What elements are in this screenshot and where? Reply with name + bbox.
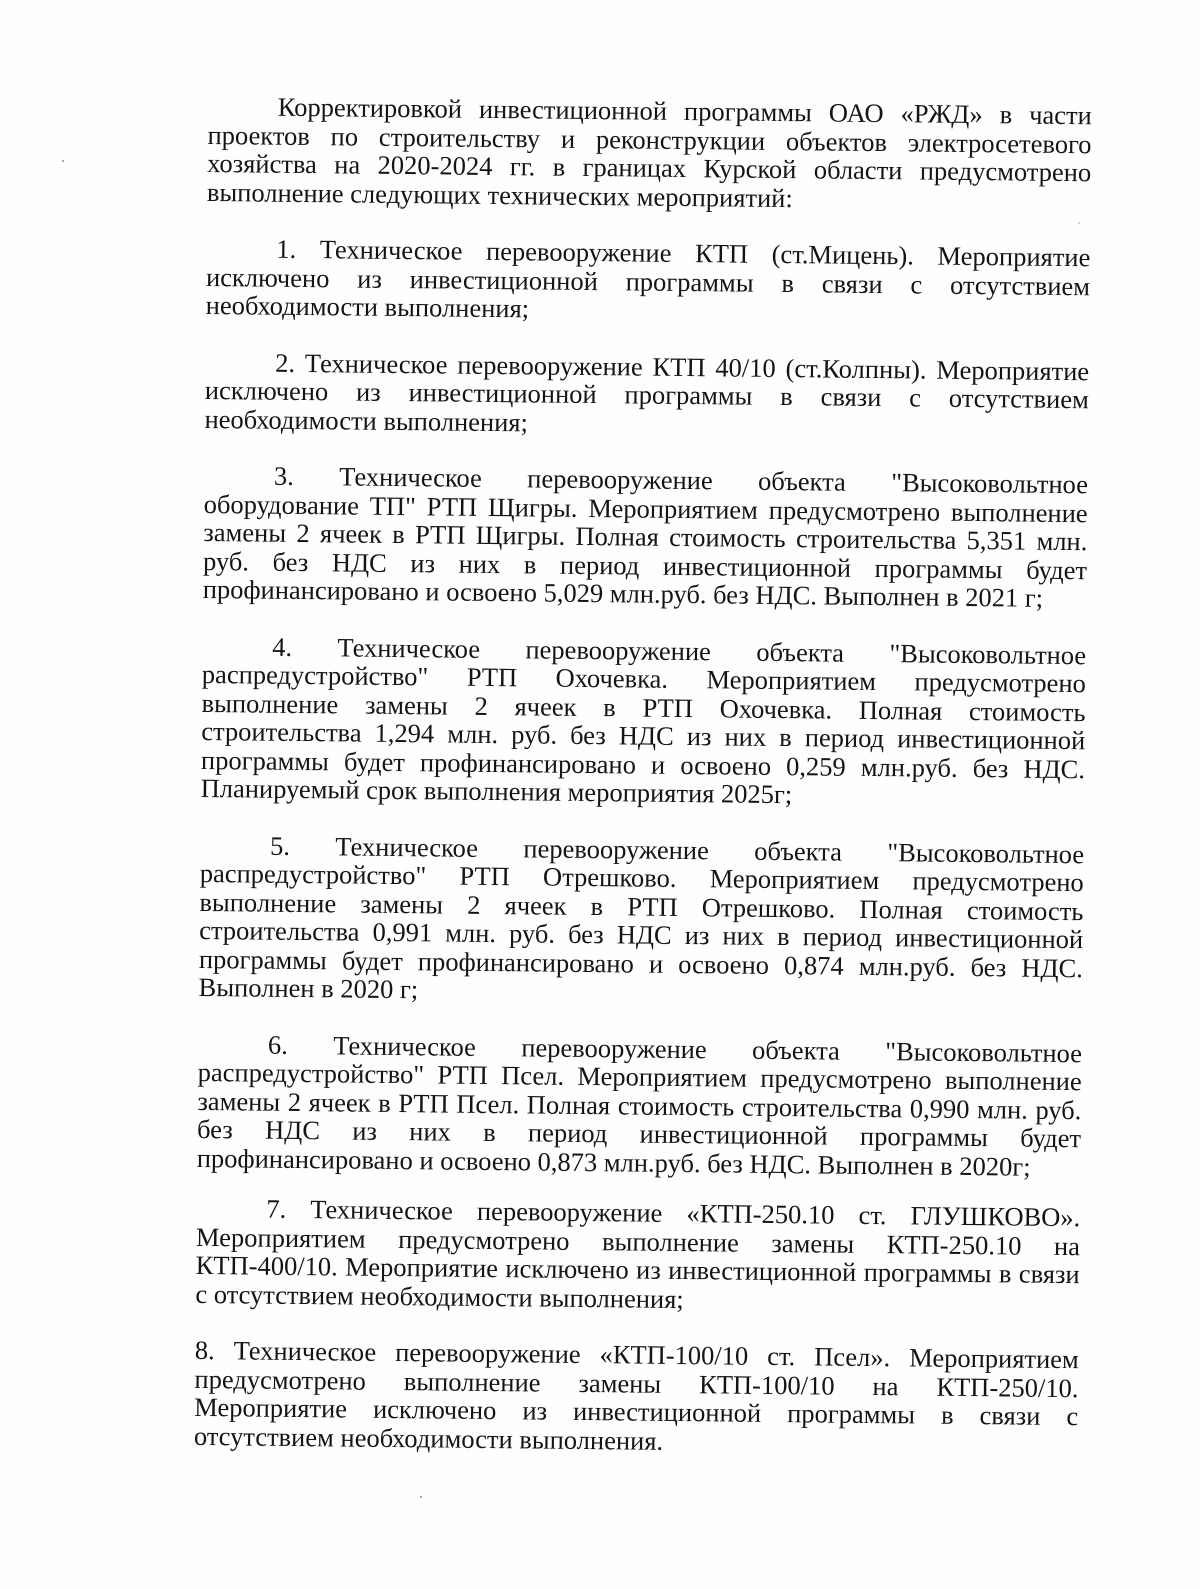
scan-speck <box>1078 222 1080 224</box>
list-item-8: 8. Техническое перевооружение «КТП-100/10 ст. Псел». Мероприятием предусмотрено выполнение замены КТП-100/10 на КТП-250/10. Мероприятие исключено из инвестиционной программы в связи с отсутствием необходимости выполнения. <box>193 1334 1079 1456</box>
list-item-1: 1. Техническое перевооружение КТП (ст.Мицень). Мероприятие исключено из инвестиционной программы в связи с отсутствием необходимости выполнения; <box>205 233 1091 324</box>
list-item-6: 6. Техническое перевооружение объекта "Высоковольтное распредустройство" РТП Псел. Мероприятием предусмотрено выполнение замены 2 ячеек в РТП Псел. Полная стоимость строительства 0,990 млн. руб. без НДС из них в период инвестиционной программы будет профинансировано и освоено 0,873 млн.руб. без НДС. Выполнен в 2020г; <box>196 1029 1083 1182</box>
scan-speck <box>62 160 64 162</box>
list-item-2: 2. Техническое перевооружение КТП 40/10 (ст.Колпны). Мероприятие исключено из инвестиционной программы в связи с отсутствием необходимости выполнения; <box>204 347 1090 437</box>
list-item-4: 4. Техническое перевооружение объекта "Высоковольтное распредустройство" РТП Охочевка. Мероприятием предусмотрено выполнение замены 2 ячеек в РТП Охочевка. Полная стоимость строительства 1,294 млн. руб. без НДС из них в период инвестиционной программы будет профинансировано и освоено 0,259 млн.руб. без НДС. Планируемый срок выполнения мероприятия 2025г; <box>200 631 1087 810</box>
intro-paragraph: Корректировкой инвестиционной программы ОАО «РЖД» в части проектов по строительству и реконструкции объектов электросетевого хозяйства на 2020-2024 гг. в границах Курской области предусмотрено выполнение следующих технических мероприятий: <box>206 91 1092 213</box>
document-body <box>194 92 1092 1459</box>
scan-speck <box>420 1496 422 1498</box>
list-item-3: 3. Техническое перевооружение объекта "Высоковольтное оборудование ТП" РТП Щигры. Мероприятием предусмотрено выполнение замены 2 ячеек в РТП Щигры. Полная стоимость строительства 5,351 млн. руб. без НДС из них в период инвестиционной программы будет профинансировано и освоено 5,029 млн.руб. без НДС. Выполнен в 2021 г; <box>202 460 1089 613</box>
list-item-7: 7. Техническое перевооружение «КТП-250.10 ст. ГЛУШКОВО». Мероприятием предусмотрено выполнение замены КТП-250.10 на КТП-400/10. Мероприятие исключено из инвестиционной программы в связи с отсутствием необходимости выполнения; <box>195 1193 1081 1314</box>
list-item-5: 5. Техническое перевооружение объекта "Высоковольтное распредустройство" РТП Отрешково. Мероприятием предусмотрено выполнение замены 2 ячеек в РТП Отрешково. Полная стоимость строительства 0,991 млн. руб. без НДС из них в период инвестиционной программы будет профинансировано и освоено 0,874 млн.руб. без НДС. Выполнен в 2020 г; <box>198 830 1085 1005</box>
